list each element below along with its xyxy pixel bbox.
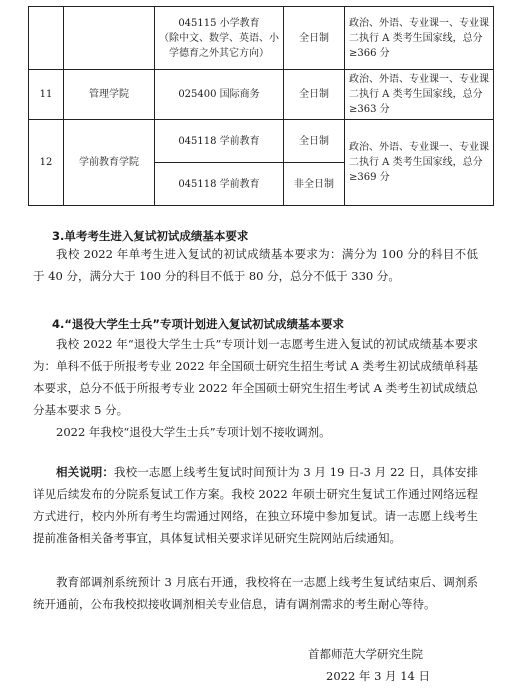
major-name: 045118 学前教育 [155, 163, 284, 206]
section-3-body: 我校 2022 年单考生进入复试的初试成绩基本要求为：满分为 100 分的科目不低于 40 分，满分大于 100 分的科目不低于 80 分，总分不低于 330 分。 [33, 247, 478, 283]
school-name [64, 7, 155, 70]
row-number: 12 [29, 120, 64, 206]
school-name: 管理学院 [64, 70, 155, 120]
major-direction-note: （除中文、数学、英语、小学德育之外其它方向） [159, 32, 279, 59]
section-3-heading: 3.单考考生进入复试初试成绩基本要求 [52, 229, 249, 243]
notes-paragraph [33, 461, 478, 549]
study-mode: 全日制 [284, 7, 345, 70]
subject-requirements: 政治、外语、专业课一、专业课二执行 A 类考生国家线，总分≥363 分 [345, 70, 494, 120]
major-name: 025400 国际商务 [155, 70, 284, 120]
subject-requirements: 政治、外语、专业课一、专业课二执行 A 类考生国家线，总分≥366 分 [345, 7, 494, 70]
major-name: 045118 学前教育 [155, 120, 284, 163]
row-number: 11 [29, 70, 64, 120]
table-row [29, 7, 494, 70]
signature-org: 首都师范大学研究生院 [308, 647, 423, 661]
section-4-body: 我校 2022 年“退役大学生士兵”专项计划一志愿考生进入复试的初试成绩基本要求为：单科不低于所报考专业 2022 年全国硕士研究生招生考试 A 类考生初试成绩单科基本要求，总分不低于所报考专业 2022 年全国硕士研究生招生考试 A 类考生初试成绩总分基本要求 5 分。 [33, 337, 478, 417]
signature-date: 2022 年 3 月 14 日 [326, 669, 430, 683]
major-code-label: 045115 小学教育 [178, 17, 260, 29]
table-row [29, 70, 494, 120]
school-name: 学前教育学院 [64, 120, 155, 206]
row-number [29, 7, 64, 70]
notes-adjustment-paragraph: 教育部调剂系统预计 3 月底右开通，我校将在一志愿上线考生复试结束后、调剂系统开通前，公布我校拟接收调剂相关专业信息，请有调剂需求的考生耐心等待。 [33, 575, 478, 611]
subject-requirements: 政治、外语、专业课一、专业课二执行 A 类考生国家线，总分≥369 分 [345, 120, 494, 206]
notes-lead: 相关说明： [56, 465, 115, 479]
section-4-heading: 4.“退役大学生士兵”专项计划进入复试初试成绩基本要求 [52, 317, 344, 331]
section-4-note: 2022 年我校“退役大学生士兵”专项计划不接收调剂。 [56, 425, 331, 439]
table-row [29, 120, 494, 163]
study-mode: 全日制 [284, 120, 345, 163]
admission-score-table [28, 6, 494, 206]
notes-body: 我校一志愿上线考生复试时间预计为 3 月 19 日-3 月 22 日，具体安排详见后续发布的分院系复试工作方案。我校 2022 年硕士研究生复试工作通过网络远程方式进行，校内外所有考生均需通过网络，在独立环境中参加复试。请一志愿上线考生提前准备相关备考事宜，具体复试相关要求详见研究生院网站后续通知。 [33, 465, 479, 545]
study-mode: 全日制 [284, 70, 345, 120]
study-mode: 非全日制 [284, 163, 345, 206]
major-name [155, 7, 284, 70]
